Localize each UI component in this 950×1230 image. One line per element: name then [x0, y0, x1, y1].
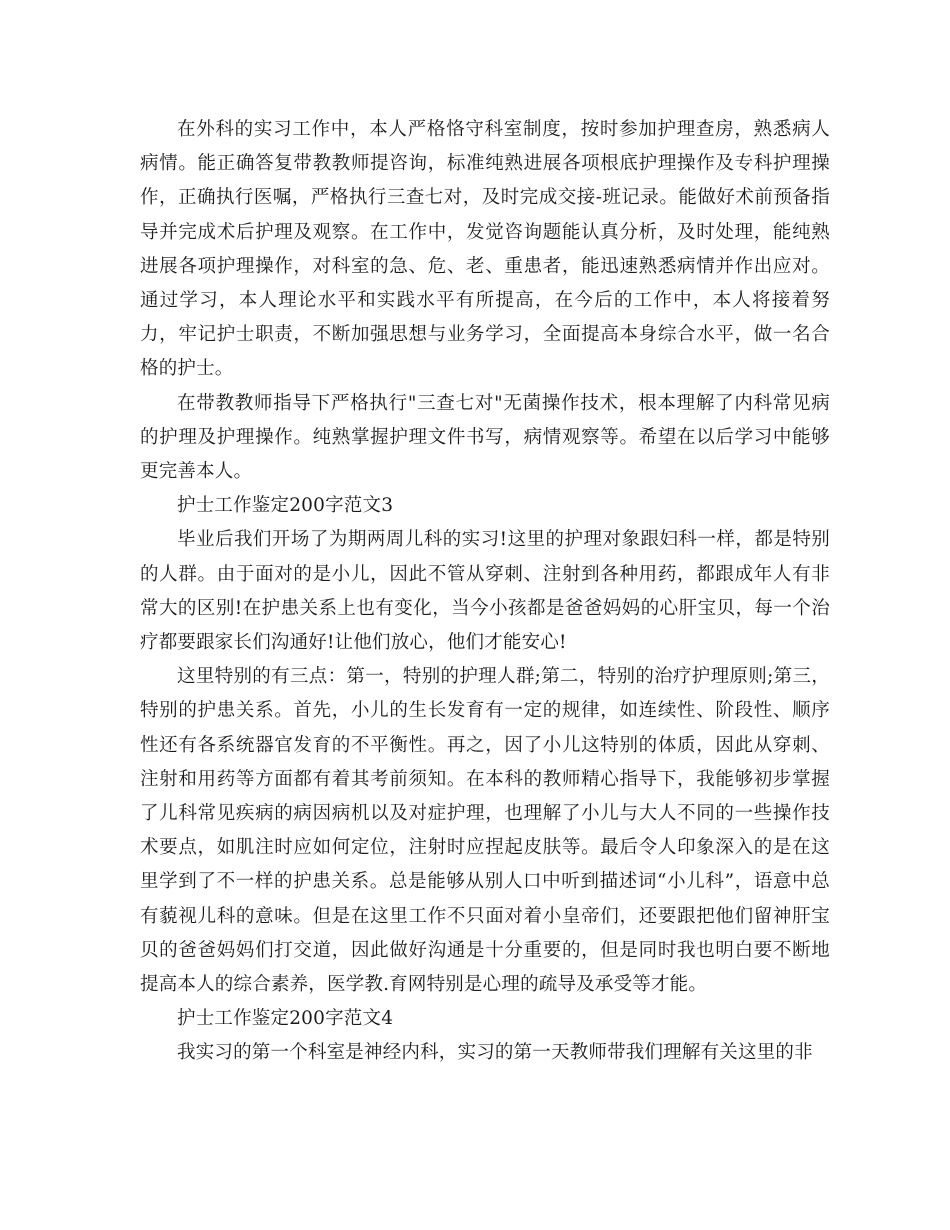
- section-heading-sample-4: 护士工作鉴定200字范文4: [177, 1008, 394, 1030]
- paragraph-surgery-internship: 在外科的实习工作中，本人严格恪守科室制度，按时参加护理查房，熟悉病人病情。能正确答复带教教师提咨询，标准纯熟进展各项根底护理操作及专科护理操作，正确执行医嘱，严格执行三查七对，及时完成交接-班记录。能做好术前预备指导并完成术后护理及观察。在工作中，发觉咨询题能认真分析，及时处理，能纯熟进展各项护理操作，对科室的急、危、老、重患者，能迅速熟悉病情并作出应对。通过学习，本人理论水平和实践水平有所提高，在今后的工作中，本人将接着努力，牢记护士职责，不断加强思想与业务学习，全面提高本身综合水平，做一名合格的护士。: [140, 119, 830, 380]
- section-heading-sample-3: 护士工作鉴定200字范文3: [177, 495, 394, 517]
- paragraph-internal-medicine: 在带教教师指导下严格执行"三查七对"无菌操作技术，根本理解了内科常见病的护理及护理操作。纯熟掌握护理文件书写，病情观察等。希望在以后学习中能够更完善本人。: [140, 392, 830, 483]
- document-body: [140, 113, 830, 1071]
- paragraph-neurology-intro: 我实习的第一个科室是神经内科，实习的第一天教师带我们理解有关这里的非: [177, 1042, 813, 1064]
- paragraph-pediatrics-intro: 毕业后我们开场了为期两周儿科的实习!这里的护理对象跟妇科一样，都是特别的人群。由于面对的是小儿，因此不管从穿刺、注射到各种用药，都跟成年人有非常大的区别!在护患关系上也有变化，当今小孩都是爸爸妈妈的心肝宝贝，每一个治疗都要跟家长们沟通好!让他们放心，他们才能安心!: [140, 529, 830, 654]
- paragraph-pediatrics-details: 这里特别的有三点：第一，特别的护理人群;第二，特别的治疗护理原则;第三，特别的护患关系。首先，小儿的生长发育有一定的规律，如连续性、阶段性、顺序性还有各系统器官发育的不平衡性。再之，因了小儿这特别的体质，因此从穿刺、注射和用药等方面都有着其考前须知。在本科的教师精心指导下，我能够初步掌握了儿科常见疾病的病因病机以及对症护理，也理解了小儿与大人不同的一些操作技术要点，如肌注时应如何定位，注射时应捏起皮肤等。最后令人印象深入的是在这里学到了不一样的护患关系。总是能够从别人口中听到描述词“小儿科”，语意中总有藐视儿科的意味。但是在这里工作不只面对着小皇帝们，还要跟把他们留神肝宝贝的爸爸妈妈们打交道，因此做好沟通是十分重要的，但是同时我也明白要不断地提高本人的综合素养，医学教.育网特别是心理的疏导及承受等才能。: [140, 666, 830, 996]
